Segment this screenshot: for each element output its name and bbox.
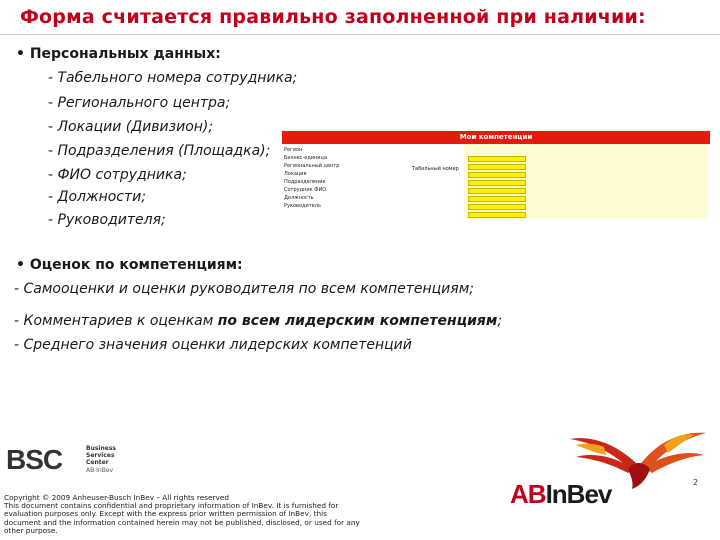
bsc-logo-caption <box>86 445 116 466</box>
bsc-caption-line: Business <box>86 445 116 452</box>
logo-inbev: InBev <box>545 479 612 509</box>
list-item-average-score: - Среднего значения оценки лидерских компетенций <box>14 337 412 353</box>
form-label-department: Подразделение <box>284 179 326 185</box>
form-field <box>468 156 526 162</box>
slide-title: Форма считается правильно заполненной при наличии: <box>20 6 646 28</box>
abinbev-logo <box>510 479 611 510</box>
page-number: 2 <box>693 478 699 487</box>
form-label-employee: Сотрудник ФИО <box>284 187 327 193</box>
list-item-self-assessment: - Самооценки и оценки руководителя по всем компетенциям; <box>14 281 474 297</box>
form-field <box>468 180 526 186</box>
form-screenshot <box>282 131 710 219</box>
form-field <box>468 164 526 170</box>
list-item-full-name: - ФИО сотрудника; <box>48 167 187 183</box>
list-item-comments <box>14 313 502 329</box>
list-item-manager: - Руководителя; <box>48 212 166 228</box>
list-item-regional-center: - Регионального центра; <box>48 95 231 111</box>
copyright-notice: Copyright © 2009 Anheuser-Busch InBev – All rights reserved This document contains confidential and proprietary information of InBev. It is furnished for evaluation purposes only. Except with the express prior written permission of InBev, this document and the information contained herein may not be published, disclosed, or used for any other purpose. <box>4 493 360 535</box>
comments-prefix: - Комментариев к оценкам <box>14 313 218 329</box>
list-item-tab-number: - Табельного номера сотрудника; <box>48 70 298 86</box>
form-field <box>468 172 526 178</box>
list-item-location: - Локации (Дивизион); <box>48 119 214 135</box>
comments-suffix: ; <box>497 313 503 329</box>
form-label-position: Должность <box>284 195 314 201</box>
list-item-department: - Подразделения (Площадка); <box>48 143 271 159</box>
form-label-region: Регион <box>284 147 303 153</box>
form-header: Мои компетенции <box>282 131 710 144</box>
form-label-regional-center: Региональный центр <box>284 163 340 169</box>
bsc-caption-line: Services <box>86 452 115 459</box>
form-field <box>468 204 526 210</box>
form-field <box>468 196 526 202</box>
bsc-caption-line: Center <box>86 459 109 466</box>
logo-ab: AB <box>510 479 546 509</box>
bsc-logo-subtitle: AB InBev <box>86 467 114 474</box>
form-label-business-unit: Бизнес-единица <box>284 155 328 161</box>
bsc-logo <box>6 445 116 475</box>
form-label-tab-number: Табельный номер <box>412 166 459 172</box>
bullet-personal-data: • Персональных данных: <box>16 46 221 62</box>
form-field <box>468 188 526 194</box>
list-item-position: - Должности; <box>48 189 146 205</box>
comments-emphasis: по всем лидерским компетенциям <box>217 313 498 329</box>
form-label-location: Локация <box>284 171 307 177</box>
bullet-competency-ratings: • Оценок по компетенциям: <box>16 257 243 273</box>
title-divider <box>0 34 720 35</box>
form-label-manager: Руководитель <box>284 203 321 209</box>
form-field <box>468 212 526 218</box>
bsc-logo-letters: BSC <box>6 444 63 475</box>
